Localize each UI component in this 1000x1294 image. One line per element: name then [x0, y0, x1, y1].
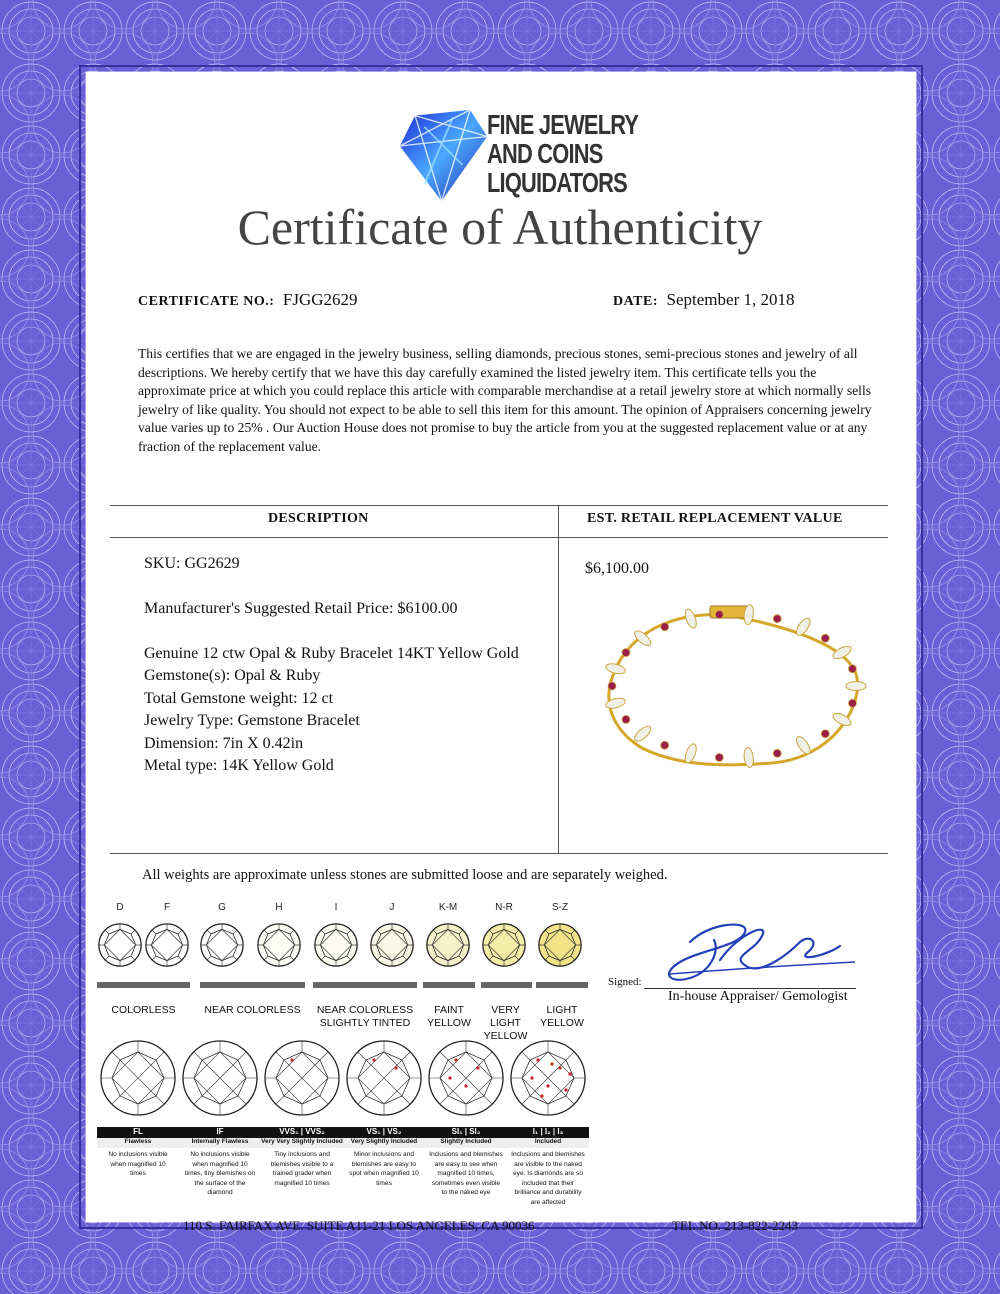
clarity-description-line: are visible to the naked: [514, 1160, 582, 1168]
clarity-diamond-icon: [98, 1038, 178, 1118]
msrp: Manufacturer's Suggested Retail Price: $6100.00: [144, 600, 458, 617]
certificate-date: DATE: September 1, 2018: [613, 290, 795, 309]
clarity-description-line: Tiny inclusions and: [274, 1151, 330, 1158]
clarity-description-line: when magnified 10: [192, 1160, 248, 1168]
color-category-label: [313, 1004, 417, 1030]
clarity-description-line: blemishes are easy to: [351, 1160, 417, 1168]
clarity-description-line: Inclusions and blemishes: [511, 1151, 585, 1158]
color-category-line: SLIGHTLY TINTED: [319, 1017, 411, 1029]
clarity-grade: IF: [179, 1127, 261, 1138]
clarity-diamond-icon: [426, 1038, 506, 1118]
color-category-line: LIGHT: [546, 1004, 578, 1016]
weights-note: All weights are approximate unless stones are submitted loose and are separately weighed.: [142, 867, 668, 883]
signature-image: [650, 912, 860, 992]
color-category-label: [97, 1004, 190, 1017]
color-grade-label: I: [334, 902, 338, 913]
clarity-description-line: when magnified 10: [110, 1160, 166, 1168]
bracelet-image: [592, 598, 872, 788]
clarity-description-line: brilliance and durability: [514, 1189, 582, 1197]
color-grade-label: H: [275, 902, 283, 913]
clarity-name: Flawless: [97, 1138, 179, 1148]
color-category-line: COLORLESS: [111, 1004, 176, 1016]
company-name: FINE JEWELRY AND COINS LIQUIDATORS: [487, 109, 639, 198]
color-diamond-icon: [313, 922, 359, 968]
color-category-line: YELLOW: [540, 1017, 584, 1029]
table-header-rule: [110, 537, 888, 538]
clarity-description-line: are easy to see when: [434, 1160, 498, 1168]
color-category-line: NEAR COLORLESS: [316, 1004, 414, 1016]
clarity-diamond-icon: [344, 1038, 424, 1118]
color-category-bar: [200, 982, 305, 988]
clarity-description-line: blemishes visible to a: [270, 1160, 334, 1168]
color-category-label: [200, 1004, 305, 1017]
color-diamond-icon: [256, 922, 302, 968]
clarity-description-line: diamond: [207, 1189, 233, 1197]
table-bottom-rule: [110, 853, 888, 854]
clarity-description-line: eye. Is diamonds are so: [512, 1170, 583, 1178]
color-category-bar: [313, 982, 417, 988]
detail-line: Genuine 12 ctw Opal & Ruby Bracelet 14KT Yellow Gold: [144, 645, 519, 662]
clarity-description-line: sometimes even visible: [431, 1179, 501, 1187]
clarity-grade: SI₁ | SI₂: [425, 1127, 507, 1138]
clarity-grade: I₁ | I₂ | I₃: [507, 1127, 589, 1138]
color-grade-label: D: [116, 902, 124, 913]
clarity-diamond-icon: [262, 1038, 342, 1118]
clarity-name: Included: [507, 1138, 589, 1148]
footer-address: 110 S. FAIRFAX AVE. SUITE A11-21 LOS ANGELES, CA 90036: [183, 1218, 535, 1233]
detail-line: Metal type: 14K Yellow Gold: [144, 757, 334, 774]
clarity-description-line: magnified 10 times: [274, 1179, 330, 1187]
clarity-description-line: spot when magnified 10: [349, 1170, 419, 1178]
replacement-value: $6,100.00: [585, 560, 649, 577]
color-grade-label: G: [218, 902, 226, 913]
detail-line: Jewelry Type: Gemstone Bracelet: [144, 712, 360, 729]
color-category-line: NEAR COLORLESS: [204, 1004, 301, 1016]
color-grade-label: N-R: [495, 902, 513, 913]
color-category-label: [423, 1004, 475, 1030]
clarity-description-line: times: [376, 1179, 392, 1187]
clarity-description-line: Inclusions and blemishes: [429, 1151, 503, 1158]
intro-paragraph: This certifies that we are engaged in the jewelry business, selling diamonds, precious stones, semi-precious stones and jewelry of all descriptions. We hereby certify that we have this day carefully examined the listed jewelry item. This certificate tells you the approximate price at which you could replace this article with comparable merchandise at a retail jewelry store at which normally sells jewelry of like quality. You should not expect to be able to sell this item for this amount. The opinion of Appraisers concerning jewelry value varies up to 25% . Our Auction House does not promise to buy the article from you at the suggested replacement value or at any fraction of the replacement value.: [138, 346, 872, 454]
color-category-line: VERY LIGHT: [490, 1004, 521, 1029]
color-grade-label: S-Z: [551, 902, 569, 913]
clarity-diamond-icon: [180, 1038, 260, 1118]
description-header: DESCRIPTION: [268, 511, 369, 526]
detail-line: Gemstone(s): Opal & Ruby: [144, 667, 321, 684]
detail-line: Dimension: 7in X 0.42in: [144, 735, 304, 752]
clarity-description: [507, 1150, 589, 1208]
color-diamond-icon: [369, 922, 415, 968]
page-title: Certificate of Authenticity: [237, 199, 763, 255]
clarity-description-line: No inclusions visible: [108, 1151, 168, 1158]
signed-label: Signed:: [608, 976, 642, 988]
clarity-description-line: to the naked eye: [441, 1189, 491, 1197]
clarity-description-line: included that their: [521, 1179, 575, 1187]
table-column-divider: [558, 505, 559, 853]
clarity-description: [179, 1150, 261, 1198]
color-category-line: FAINT: [434, 1004, 464, 1016]
clarity-description-line: trained grader when: [272, 1170, 332, 1178]
clarity-description-line: the surface of the: [194, 1179, 246, 1187]
color-category-bar: [97, 982, 190, 988]
clarity-name: Internally Flawless: [179, 1138, 261, 1148]
detail-line: Total Gemstone weight: 12 ct: [144, 690, 334, 707]
appraiser-title: In-house Appraiser/ Gemologist: [668, 989, 848, 1004]
value-header: EST. RETAIL REPLACEMENT VALUE: [587, 511, 843, 526]
color-category-bar: [481, 982, 532, 988]
clarity-grade: FL: [97, 1127, 179, 1138]
sku: SKU: GG2629: [144, 555, 240, 572]
certificate-number: CERTIFICATE NO.: FJGG2629: [138, 290, 358, 309]
clarity-description-line: times, tiny blemishes on: [184, 1170, 256, 1178]
clarity-diamond-icon: [508, 1038, 588, 1118]
clarity-name: Very Slightly Included: [343, 1138, 425, 1148]
color-grade-label: K-M: [438, 902, 458, 913]
clarity-description-line: Minor inclusions and: [353, 1151, 415, 1158]
clarity-description-line: No inclusions visible: [190, 1151, 250, 1158]
clarity-description-line: are affected: [530, 1198, 566, 1206]
clarity-description-line: times: [130, 1170, 146, 1178]
color-diamond-icon: [144, 922, 190, 968]
diamond-logo: [396, 108, 491, 203]
color-diamond-icon: [199, 922, 245, 968]
color-diamond-icon: [537, 922, 583, 968]
clarity-description: [343, 1150, 425, 1188]
color-category-line: YELLOW: [483, 1030, 528, 1042]
clarity-grade: VVS₁ | VVS₂: [261, 1127, 343, 1138]
clarity-name: Slightly Included: [425, 1138, 507, 1148]
color-category-bar: [423, 982, 475, 988]
clarity-description: [261, 1150, 343, 1188]
color-grade-label: J: [389, 902, 395, 913]
clarity-grade: VS₁ | VS₂: [343, 1127, 425, 1138]
clarity-name: Very Very Slightly Included: [261, 1138, 343, 1148]
color-grade-label: F: [163, 902, 171, 913]
color-category-label: [536, 1004, 588, 1030]
color-diamond-icon: [425, 922, 471, 968]
table-top-rule: [110, 505, 888, 506]
clarity-description: [97, 1150, 179, 1179]
clarity-description: [425, 1150, 507, 1198]
color-category-line: YELLOW: [427, 1017, 471, 1029]
footer-phone: TEL.NO. 213-822-2243: [672, 1218, 799, 1233]
color-category-bar: [536, 982, 588, 988]
clarity-description-line: magnified 10 times,: [437, 1170, 495, 1178]
color-diamond-icon: [481, 922, 527, 968]
color-diamond-icon: [97, 922, 143, 968]
